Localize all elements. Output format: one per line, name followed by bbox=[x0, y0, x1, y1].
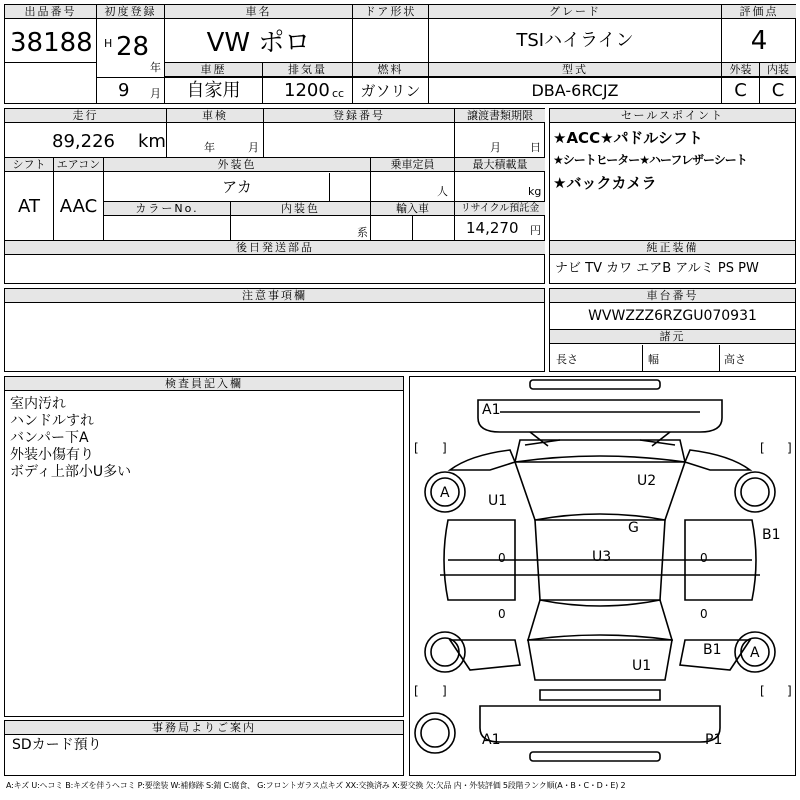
reg-month-unit: 月 bbox=[150, 87, 161, 100]
lot-no: 38188 bbox=[10, 28, 93, 58]
displacement-unit: cc bbox=[332, 87, 345, 100]
int-color-suffix: 系 bbox=[357, 226, 368, 239]
recycle-unit: 円 bbox=[530, 224, 541, 237]
era: H bbox=[104, 37, 113, 50]
mileage: 89,226 bbox=[52, 131, 115, 152]
interior-label: 内装 bbox=[760, 63, 796, 77]
length-label: 長さ bbox=[556, 353, 578, 366]
mark-a1-front: A1 bbox=[482, 402, 501, 418]
dims-label: 諸元 bbox=[550, 330, 795, 344]
chassis-label: 車台番号 bbox=[550, 289, 795, 303]
inspection-label: 車検 bbox=[167, 109, 263, 123]
svg-text:]: ] bbox=[787, 684, 792, 698]
shift: AT bbox=[18, 196, 40, 217]
recycle: 14,270 bbox=[466, 219, 519, 237]
model-name: VW ポロ bbox=[206, 28, 311, 58]
equipment-label: 純正装備 bbox=[550, 241, 795, 255]
caution-label: 注意事項欄 bbox=[5, 289, 544, 303]
svg-text:[: [ bbox=[414, 684, 419, 698]
mark-a1-rear: A1 bbox=[482, 732, 501, 748]
mileage-unit: km bbox=[138, 131, 166, 152]
width-label: 幅 bbox=[648, 353, 659, 366]
max-load-label: 最大積載量 bbox=[455, 158, 545, 172]
score: 4 bbox=[750, 26, 768, 56]
capacity-label: 乗車定員 bbox=[371, 158, 454, 172]
mark-u3: U3 bbox=[592, 549, 612, 565]
sales-line-2: ★シートヒーター★ハーフレザーシート bbox=[553, 153, 747, 167]
exterior-label: 外装 bbox=[722, 63, 759, 77]
fuel-label: 燃料 bbox=[353, 63, 428, 77]
transfer-month-unit: 月 bbox=[490, 141, 501, 154]
first-reg-label: 初度登録 bbox=[97, 5, 164, 19]
recycle-label: リサイクル預託金 bbox=[455, 202, 545, 216]
color: アカ bbox=[222, 178, 252, 196]
mileage-label: 走行 bbox=[5, 109, 166, 123]
type-label: 型式 bbox=[429, 63, 721, 77]
sales-line-1: ★ACC★パドルシフト bbox=[553, 129, 703, 147]
history-label: 車歴 bbox=[165, 63, 262, 77]
mark-a-wheel-rear: A bbox=[750, 645, 760, 661]
equipment: ナビ TV カワ エアB アルミ PS PW bbox=[555, 261, 759, 276]
inspection-month-unit: 月 bbox=[248, 141, 259, 154]
inspector-note: ハンドルすれ bbox=[10, 413, 94, 429]
reg-year-unit: 年 bbox=[150, 61, 161, 74]
mark-g: G bbox=[628, 520, 639, 536]
int-color-label: 内装色 bbox=[231, 202, 370, 216]
inspection-year-unit: 年 bbox=[204, 141, 215, 154]
later-parts-label: 後日発送部品 bbox=[5, 241, 545, 255]
mark-u1-rear: U1 bbox=[632, 658, 652, 674]
office-note: SDカード預り bbox=[12, 737, 102, 753]
mark-u1-left: U1 bbox=[488, 493, 508, 509]
reg-month: 9 bbox=[118, 80, 130, 101]
color-label: 外装色 bbox=[104, 158, 370, 172]
svg-text:[: [ bbox=[760, 441, 765, 455]
svg-text:]: ] bbox=[442, 441, 447, 455]
model-label: 車名 bbox=[165, 5, 352, 19]
svg-text:]: ] bbox=[442, 684, 447, 698]
interior-grade: C bbox=[771, 80, 785, 101]
model-type: DBA-6RCJZ bbox=[531, 81, 619, 100]
inspector-note: 外装小傷有り bbox=[10, 447, 94, 463]
color-no-label: カラーNo. bbox=[104, 202, 230, 216]
fuel: ガソリン bbox=[360, 82, 421, 100]
grade-label: グレード bbox=[429, 5, 721, 19]
inspector-notes bbox=[10, 396, 131, 481]
svg-text:0: 0 bbox=[700, 551, 708, 565]
svg-text:0: 0 bbox=[498, 607, 506, 621]
mark-b1-rear: B1 bbox=[703, 642, 722, 658]
ac-label: エアコン bbox=[54, 158, 103, 172]
svg-text:0: 0 bbox=[700, 607, 708, 621]
mark-a-wheel-front: A bbox=[440, 485, 450, 501]
inspector-note: ボディ上部小U多い bbox=[10, 464, 132, 480]
inspector-label: 検査員記入欄 bbox=[5, 377, 403, 391]
svg-text:[: [ bbox=[414, 441, 419, 455]
inspector-note: 室内汚れ bbox=[10, 396, 66, 412]
import-label: 輸入車 bbox=[371, 202, 454, 216]
history: 自家用 bbox=[186, 80, 241, 101]
shift-label: シフト bbox=[5, 158, 53, 172]
mark-p1: P1 bbox=[705, 732, 723, 748]
svg-text:0: 0 bbox=[498, 551, 506, 565]
height-label: 高さ bbox=[724, 353, 746, 366]
score-label: 評価点 bbox=[722, 5, 796, 19]
displacement: 1200 bbox=[284, 80, 330, 101]
exterior-grade: C bbox=[734, 80, 747, 101]
mark-b1-right: B1 bbox=[762, 527, 781, 543]
sales-label: セールスポイント bbox=[550, 109, 795, 123]
car-diagram-frame bbox=[409, 376, 796, 776]
svg-text:]: ] bbox=[787, 441, 792, 455]
mark-u2: U2 bbox=[637, 473, 657, 489]
door-label: ドア形状 bbox=[353, 5, 428, 19]
office-label: 事務局よりご案内 bbox=[5, 721, 403, 735]
svg-text:[: [ bbox=[760, 684, 765, 698]
capacity-unit: 人 bbox=[437, 185, 448, 198]
inspector-note: バンパー下A bbox=[10, 430, 89, 446]
max-load-unit: kg bbox=[528, 185, 542, 198]
ac: AAC bbox=[59, 196, 98, 217]
displacement-label: 排気量 bbox=[263, 63, 352, 77]
reg-year: 28 bbox=[116, 32, 150, 62]
transfer-label: 譲渡書類期限 bbox=[455, 109, 545, 123]
legend: A:キズ U:ヘコミ B:キズを伴うヘコミ P:要塗装 W:補修跡 S:錆 C:腐食、 G:フロントガラス点キズ XX:交換済み X:要交換 欠:欠品 内・外装評価 5段階ランク順(A・B・C・D・E) 2 bbox=[6, 781, 626, 790]
sales-line-3: ★バックカメラ bbox=[553, 174, 657, 192]
lot-no-label: 出品番号 bbox=[5, 5, 96, 19]
grade: TSIハイライン bbox=[516, 30, 634, 51]
reg-no-label: 登録番号 bbox=[264, 109, 454, 123]
chassis-number: WVWZZZ6RZGU070931 bbox=[588, 308, 757, 324]
transfer-day-unit: 日 bbox=[530, 141, 541, 154]
